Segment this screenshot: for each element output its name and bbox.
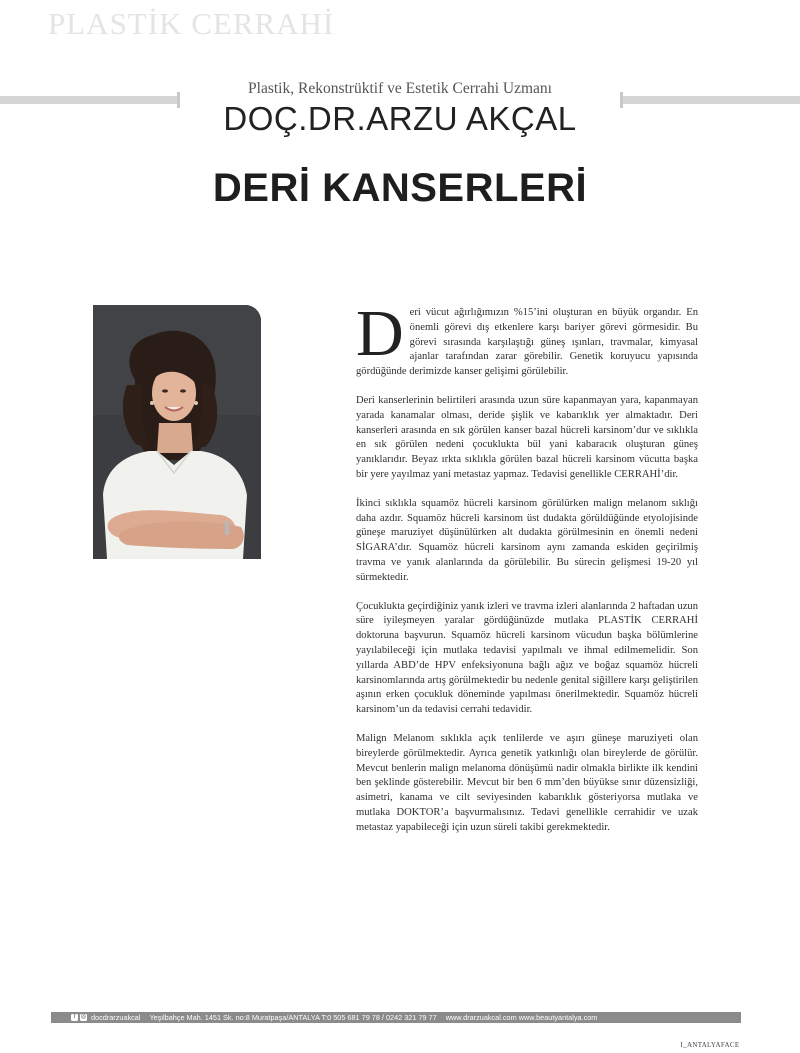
- author-name: DOÇ.DR.ARZU AKÇAL: [223, 100, 577, 137]
- drop-cap: D: [356, 297, 404, 370]
- author-photo: [93, 305, 261, 559]
- article-paragraph: Malign Melanom sıklıkla açık tenlilerde ve aşırı güneşe maruziyeti olan bireylerde görülmektedir. Ayrıca genetik yatkınlığı olan bireylerde de görülür. Mevcut benlerin malign melanoma dönüşümü nadir olmakla birlikte ilk kendini ben şeklinde gösterebilir. Mevcut bir ben 6 mm’den büyükse sınır düzensizliği, asimetri, kanama ve cilt seviyesinden kabarıklık gösteriyorsa mutlaka ve mutlaka DOKTOR’a başvurmalısınız. Tedavi genellikle cerrahidir ve uzak metastaz yapabileceği için uzun süreli takibi gerekmektedir.: [356, 732, 698, 833]
- facebook-icon[interactable]: f: [71, 1014, 78, 1021]
- article-paragraph: Çocuklukta geçirdiğiniz yanık izleri ve travma izleri alanlarında 2 haftadan uzun süre iyileşmeyen yaralar gördüğünüzde mutlaka PLASTİK CERRAHİ doktoruna başvurun. Squamöz hücreli karsinom vücudun başka bölümlerine yayılabileceği için mutlaka tedavisi yapılmalı ve ihmal edilmemelidir. Son yıllarda ABD’de HPV enfeksiyonuna bağlı ağız ve boğaz squamöz hücreli karsinomlarında artış görülmektedir bu nedenle genital siğillere karşı geliştirilen aşının erken çocukluk döneminde yapılması önerilmektedir. Squamöz hücreli karsinom’un da tedavisi cerrahi tedavidir.: [356, 600, 698, 716]
- article-headline: DERİ KANSERLERİ: [212, 166, 588, 210]
- author-specialty: Plastik, Rekonstrüktif ve Estetik Cerrahi Uzmanı: [248, 80, 552, 97]
- magazine-mark: I_ANTALYAFACE: [680, 1041, 740, 1049]
- paragraph-text: eri vücut ağırlığımızın %15’ini oluşturan en büyük organdır. En önemli görevi dış etkenlere karşı bariyer görevi görmesidir. Bu görevi sırasında karşılaştığı güneş ışınları, travmalar, kimyasal ajanlar tarafından zarar görebilir. Genetik koruyucu yapısında gördüğünde derimizde kanser gelişimi görülebilir.: [356, 307, 698, 378]
- footer-bar: [51, 1012, 741, 1023]
- portrait-illustration: [93, 305, 261, 559]
- social-icons: [71, 1014, 87, 1021]
- section-label: PLASTİK CERRAHİ: [48, 6, 335, 41]
- social-handle[interactable]: docdrarzuakcal: [91, 1013, 141, 1022]
- article-paragraph: [356, 297, 698, 380]
- article-body: [356, 297, 698, 850]
- article-paragraph: Deri kanserlerinin belirtileri arasında uzun süre kapanmayan yara, kapanmayan yarada kanamalar olması, deride şişlik ve kabarıklık yer almaktadır. Deri kanserleri arasında en sık görülen kanser bazal hücreli karsinom’dur ve sıklıkla en sık görülen nedeni çocuklukta bül yani kabaracık oluşturan güneş yanıklarıdır. Beyaz ırkta sıklıkla görülen bazal hücreli karsinom vücutta başka bir yere yayılmaz yani metastaz yapmaz. Tedavisi genellikle CERRAHİ’dir.: [356, 394, 698, 480]
- instagram-icon[interactable]: ◎: [80, 1014, 87, 1020]
- footer-websites[interactable]: www.drarzuakcal.com www.beautyantalya.com: [445, 1013, 598, 1022]
- footer-address: Yeşilbahçe Mah. 1451 Sk. no:8 Muratpaşa/ANTALYA T:0 505 681 79 78 / 0242 321 79 77: [149, 1013, 437, 1022]
- article-paragraph: İkinci sıklıkla squamöz hücreli karsinom görülürken malign melanom sıklığı daha azdır. Squamöz hücreli karsinom üst dudakta görüldüğünde etyolojisinde güneşe maruziyet düşünülürken alt dudakta görülmesinin en önemli nedeni SİGARA’dır. Squamöz hücreli karsinom aynı zamanda eskiden geçirilmiş travma ve yanık alanlarında da görülebilir. Bu sürecin gelişmesi 19-20 yıl sürmektedir.: [356, 497, 698, 583]
